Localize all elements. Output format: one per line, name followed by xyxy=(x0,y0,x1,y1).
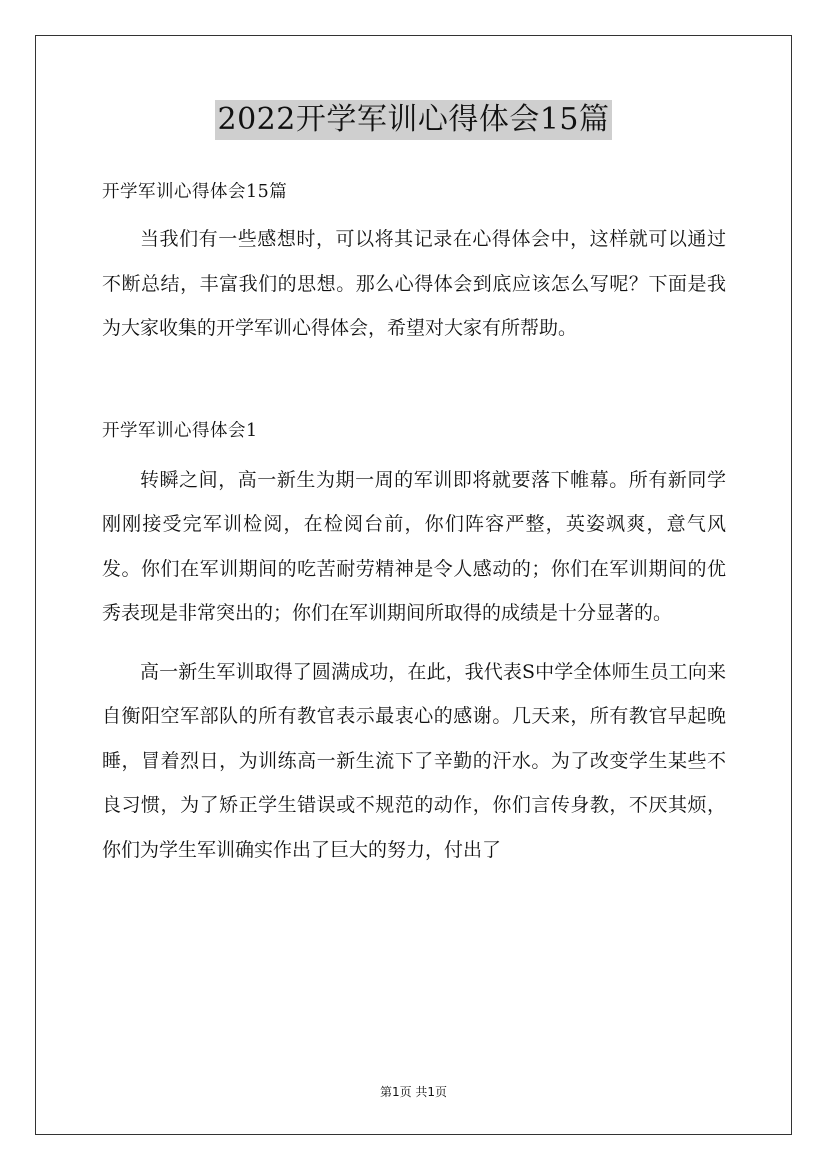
intro-paragraph: 当我们有一些感想时，可以将其记录在心得体会中，这样就可以通过不断总结，丰富我们的思想。那么心得体会到底应该怎么写呢？下面是我为大家收集的开学军训心得体会，希望对大家有所帮助。 xyxy=(102,228,726,339)
document-subtitle: 开学军训心得体会15篇 xyxy=(102,182,288,202)
section-paragraph-1: 转瞬之间，高一新生为期一周的军训即将就要落下帷幕。所有新同学刚刚接受完军训检阅，在检阅台前，你们阵容严整，英姿飒爽，意气风发。你们在军训期间的吃苦耐劳精神是令人感动的；你们在军训期间的优秀表现是非常突出的；你们在军训期间所取得的成绩是十分显著的。 xyxy=(102,468,726,624)
document-title: 2022开学军训心得体会15篇 xyxy=(215,100,611,140)
document-body xyxy=(102,177,726,872)
section-paragraph-2: 高一新生军训取得了圆满成功，在此，我代表S中学全体师生员工向来自衡阳空军部队的所有教官表示最衷心的感谢。几天来，所有教官早起晚睡，冒着烈日，为训练高一新生流下了辛勤的汗水。为了改变学生某些不良习惯，为了矫正学生错误或不规范的动作，你们言传身教，不厌其烦，你们为学生军训确实作出了巨大的努力，付出了 xyxy=(102,660,726,861)
section-heading: 开学军训心得体会1 xyxy=(102,420,258,441)
page-footer: 第1页 共1页 xyxy=(379,1085,448,1099)
title-container xyxy=(0,100,827,140)
